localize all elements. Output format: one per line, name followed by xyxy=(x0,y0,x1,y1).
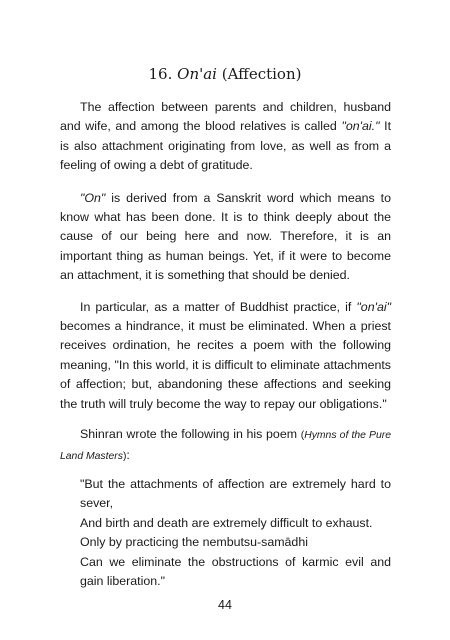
paragraph-3 xyxy=(60,298,391,414)
paragraph-1 xyxy=(60,98,391,176)
title-term: On'ai xyxy=(177,65,217,83)
paragraph-2-term: "On" xyxy=(80,190,106,205)
poem-line-1: "But the attachments of affection are extremely hard to sever, xyxy=(80,476,391,511)
paragraph-3-text-a: In particular, as a matter of Buddhist practice, if xyxy=(80,299,357,314)
poem-quote xyxy=(80,475,391,591)
citation-title: Hymns of the Pure Land Masters xyxy=(60,430,391,462)
paragraph-2 xyxy=(60,189,391,286)
citation-paren-close: ) xyxy=(122,450,127,462)
paragraph-2-text-a: is derived from a Sanskrit word which means to know what has been done. It is to think deeply about the cause of our being here and now. Therefore, it is an important thing as human beings. Yet, if it were to become an attachment, it is something that should be denied. xyxy=(60,190,391,283)
paragraph-1-term: "on'ai." xyxy=(341,119,380,134)
poem-line-2: And birth and death are extremely difficult to exhaust. xyxy=(80,515,373,530)
poem-line-3: Only by practicing the nembutsu-samādhi xyxy=(80,535,308,550)
citation-paren-open: ( xyxy=(300,430,305,442)
paragraph-3-text-b: becomes a hindrance, it must be eliminated. When a priest receives ordination, he recites a poem with the following meaning, "In this world, it is difficult to eliminate attachments of affection; but, abandoning these affections and seeking the truth will truly become the way to repay our obligations." xyxy=(60,319,391,411)
title-number: 16. xyxy=(148,65,173,83)
paragraph-4 xyxy=(60,425,391,466)
paragraph-1-text-b: It is also attachment originating from love, as well as from a feeling of owing a debt of gratitude. xyxy=(60,119,392,173)
paragraph-1-text-a: The affection between parents and children, husband and wife, and among the blood relatives is called xyxy=(60,100,391,134)
page-title xyxy=(0,64,450,84)
paragraph-3-term: "on'ai" xyxy=(356,299,391,314)
page-number: 44 xyxy=(218,598,232,612)
body-text xyxy=(60,98,391,591)
poem-line-4: Can we eliminate the obstructions of karmic evil and gain liberation." xyxy=(80,554,391,588)
title-gloss: (Affection) xyxy=(221,65,302,83)
paragraph-4-text-a: Shinran wrote the following in his poem xyxy=(80,427,301,442)
paragraph-4-text-b: : xyxy=(126,447,130,462)
